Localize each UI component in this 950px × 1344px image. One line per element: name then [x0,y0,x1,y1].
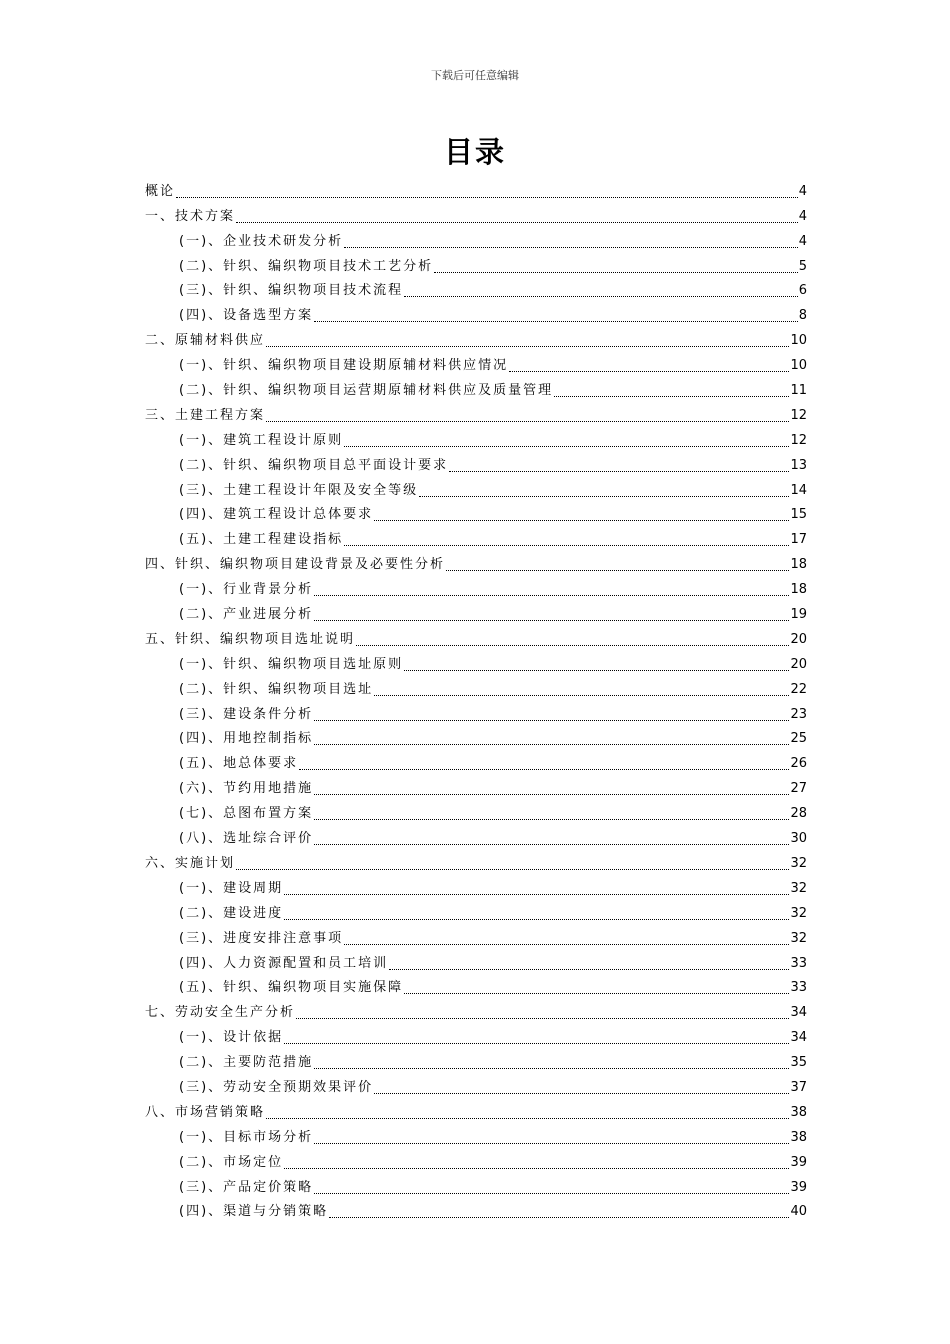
toc-leader-dots [266,345,789,347]
toc-leader-dots [344,544,789,546]
toc-entry-page[interactable]: 6 [798,283,807,299]
toc-entry-label[interactable]: (四)、渠道与分销策略 [179,1204,329,1220]
toc-entry[interactable] [145,1047,807,1072]
toc-entry[interactable] [145,201,807,226]
toc-entry[interactable] [145,1147,807,1172]
toc-entry-page[interactable]: 15 [790,507,807,523]
toc-entry-label[interactable]: (三)、进度安排注意事项 [179,930,344,946]
toc-entry-label[interactable]: (三)、土建工程设计年限及安全等级 [179,482,419,498]
toc-entry[interactable] [145,649,807,674]
toc-entry[interactable] [145,1172,807,1197]
toc-entry-label[interactable]: (一)、建设周期 [179,880,284,896]
toc-entry-label[interactable]: (五)、地总体要求 [179,756,299,772]
toc-entry-page[interactable]: 8 [798,308,807,324]
toc-entry-page[interactable]: 37 [790,1079,807,1095]
toc-entry-label[interactable]: (四)、用地控制指标 [179,731,314,747]
toc-entry-page[interactable]: 38 [790,1104,807,1120]
toc-leader-dots [314,594,789,596]
toc-entry[interactable] [145,574,807,599]
toc-entry-page[interactable]: 4 [798,208,807,224]
toc-entry-label[interactable]: (一)、针织、编织物项目选址原则 [179,656,404,672]
toc-entry-page[interactable]: 39 [790,1154,807,1170]
toc-entry[interactable] [145,226,807,251]
toc-leader-dots [314,1142,789,1144]
toc-leader-dots [389,968,789,970]
toc-leader-dots [284,1167,789,1169]
toc-leader-dots [419,495,789,497]
toc-entry-label[interactable]: (四)、设备选型方案 [179,308,314,324]
page-title: 目录 [443,135,506,169]
toc-entry[interactable] [145,325,807,350]
toc-entry-label[interactable]: (五)、土建工程建设指标 [179,532,344,548]
toc-entry-page[interactable]: 19 [790,607,807,623]
toc-entry[interactable] [145,350,807,375]
toc-entry-label[interactable]: (三)、产品定价策略 [179,1179,314,1195]
toc-leader-dots [314,743,789,745]
toc-entry[interactable] [145,973,807,998]
toc-entry-label[interactable]: 六、实施计划 [145,855,236,871]
toc-entry[interactable] [145,1097,807,1122]
toc-entry-label[interactable]: 四、针织、编织物项目建设背景及必要性分析 [145,557,446,573]
toc-entry[interactable] [145,724,807,749]
toc-entry-label[interactable]: 二、原辅材料供应 [145,333,266,349]
toc-entry-label[interactable]: (二)、主要防范措施 [179,1055,314,1071]
toc-leader-dots [314,1192,789,1194]
toc-leader-dots [446,569,789,571]
toc-entry-label[interactable]: (二)、产业进展分析 [179,607,314,623]
toc-entry-page[interactable]: 23 [790,706,807,722]
toc-entry[interactable] [145,1197,807,1222]
toc-leader-dots [266,420,789,422]
toc-entry[interactable] [145,1022,807,1047]
toc-entry-label[interactable]: (二)、针织、编织物项目运营期原辅材料供应及质量管理 [179,383,554,399]
toc-entry-label[interactable]: (四)、建筑工程设计总体要求 [179,507,374,523]
toc-leader-dots [404,669,789,671]
toc-entry[interactable] [145,400,807,425]
toc-leader-dots [236,868,789,870]
toc-entry[interactable] [145,1122,807,1147]
toc-entry-page[interactable]: 5 [798,258,807,274]
toc-leader-dots [266,1117,789,1119]
toc-entry[interactable] [145,748,807,773]
toc-entry-label[interactable]: (一)、行业背景分析 [179,582,314,598]
toc-entry-label[interactable]: (一)、企业技术研发分析 [179,233,344,249]
toc-entry[interactable] [145,425,807,450]
toc-entry[interactable] [145,251,807,276]
toc-entry-page[interactable]: 25 [790,731,807,747]
toc-leader-dots [314,619,789,621]
table-of-contents [145,176,807,1221]
toc-entry[interactable] [145,699,807,724]
toc-entry-label[interactable]: 七、劳动安全生产分析 [145,1005,296,1021]
toc-leader-dots [314,320,798,322]
toc-entry-page[interactable]: 20 [790,656,807,672]
toc-entry-page[interactable]: 10 [790,358,807,374]
toc-entry-page[interactable]: 28 [790,806,807,822]
toc-entry-label[interactable]: 五、针织、编织物项目选址说明 [145,631,356,647]
toc-entry[interactable] [145,599,807,624]
toc-entry-page[interactable]: 32 [790,905,807,921]
toc-entry-page[interactable]: 34 [790,1005,807,1021]
toc-entry[interactable] [145,997,807,1022]
toc-leader-dots [509,370,789,372]
toc-leader-dots [329,1216,789,1218]
toc-entry-label[interactable]: (一)、针织、编织物项目建设期原辅材料供应情况 [179,358,509,374]
toc-entry-page[interactable]: 11 [790,383,807,399]
toc-entry-page[interactable]: 18 [790,557,807,573]
toc-entry[interactable] [145,798,807,823]
toc-entry[interactable] [145,1072,807,1097]
toc-entry[interactable] [145,674,807,699]
toc-entry-page[interactable]: 12 [790,407,807,423]
toc-leader-dots [284,918,789,920]
toc-entry-page[interactable]: 39 [790,1179,807,1195]
toc-leader-dots [314,719,789,721]
toc-entry-page[interactable]: 4 [798,183,807,199]
toc-entry-label[interactable]: 三、土建工程方案 [145,407,266,423]
toc-entry-page[interactable]: 32 [790,880,807,896]
toc-leader-dots [296,1017,789,1019]
toc-entry[interactable] [145,898,807,923]
toc-entry-page[interactable]: 4 [798,233,807,249]
toc-entry-label[interactable]: (五)、针织、编织物项目实施保障 [179,980,404,996]
toc-entry-label[interactable]: (三)、劳动安全预期效果评价 [179,1079,374,1095]
toc-leader-dots [344,246,798,248]
toc-entry[interactable] [145,500,807,525]
toc-entry[interactable] [145,475,807,500]
toc-leader-dots [314,1067,789,1069]
toc-entry-page[interactable]: 22 [790,681,807,697]
toc-entry[interactable] [145,873,807,898]
toc-entry-label[interactable]: 八、市场营销策略 [145,1104,266,1120]
toc-leader-dots [344,943,789,945]
toc-entry[interactable] [145,176,807,201]
toc-entry-label[interactable]: (七)、总图布置方案 [179,806,314,822]
toc-entry[interactable] [145,823,807,848]
toc-entry[interactable] [145,450,807,475]
toc-entry-label[interactable]: 一、技术方案 [145,208,236,224]
toc-leader-dots [374,1092,789,1094]
toc-entry-label[interactable]: (四)、人力资源配置和员工培训 [179,955,389,971]
toc-entry-page[interactable]: 14 [790,482,807,498]
toc-entry-label[interactable]: (二)、针织、编织物项目总平面设计要求 [179,457,449,473]
toc-entry-page[interactable]: 34 [790,1030,807,1046]
toc-leader-dots [449,470,789,472]
toc-entry-label[interactable]: (二)、建设进度 [179,905,284,921]
toc-entry-page[interactable]: 33 [790,955,807,971]
toc-leader-dots [284,893,789,895]
toc-leader-dots [314,818,789,820]
toc-entry[interactable] [145,300,807,325]
toc-entry[interactable] [145,773,807,798]
toc-entry-page[interactable]: 26 [790,756,807,772]
toc-leader-dots [374,519,789,521]
header-note: 下载后可任意编辑 [431,69,519,82]
toc-leader-dots [284,1042,789,1044]
toc-entry-page[interactable]: 38 [790,1129,807,1145]
toc-entry-page[interactable]: 20 [790,631,807,647]
toc-entry-label[interactable]: (六)、节约用地措施 [179,781,314,797]
toc-leader-dots [554,395,789,397]
toc-entry-page[interactable]: 17 [790,532,807,548]
toc-entry-page[interactable]: 27 [790,781,807,797]
toc-leader-dots [176,196,798,198]
toc-entry[interactable] [145,923,807,948]
toc-entry-label[interactable]: (八)、选址综合评价 [179,831,314,847]
toc-entry[interactable] [145,948,807,973]
toc-entry-label[interactable]: (二)、市场定位 [179,1154,284,1170]
toc-leader-dots [374,694,789,696]
toc-entry-page[interactable]: 30 [790,831,807,847]
toc-entry-label[interactable]: (二)、针织、编织物项目选址 [179,681,374,697]
toc-entry-page[interactable]: 40 [790,1204,807,1220]
toc-entry-page[interactable]: 18 [790,582,807,598]
toc-entry-label[interactable]: (三)、针织、编织物项目技术流程 [179,283,404,299]
toc-leader-dots [404,992,789,994]
toc-entry-page[interactable]: 35 [790,1055,807,1071]
toc-entry[interactable] [145,375,807,400]
toc-leader-dots [356,644,789,646]
toc-entry-label[interactable]: (一)、设计依据 [179,1030,284,1046]
toc-entry-label[interactable]: (一)、建筑工程设计原则 [179,432,344,448]
toc-entry-page[interactable]: 32 [790,855,807,871]
toc-entry-page[interactable]: 13 [790,457,807,473]
toc-entry-label[interactable]: (三)、建设条件分析 [179,706,314,722]
toc-entry[interactable] [145,549,807,574]
toc-leader-dots [299,768,789,770]
toc-entry[interactable] [145,276,807,301]
toc-leader-dots [344,445,789,447]
toc-entry[interactable] [145,524,807,549]
toc-leader-dots [404,295,798,297]
toc-entry-page[interactable]: 12 [790,432,807,448]
toc-entry-label[interactable]: (二)、针织、编织物项目技术工艺分析 [179,258,434,274]
toc-entry-page[interactable]: 32 [790,930,807,946]
toc-entry[interactable] [145,848,807,873]
toc-entry-page[interactable]: 33 [790,980,807,996]
toc-entry-page[interactable]: 10 [790,333,807,349]
toc-entry-label[interactable]: (一)、目标市场分析 [179,1129,314,1145]
toc-leader-dots [314,843,789,845]
toc-entry-label[interactable]: 概论 [145,183,176,199]
toc-entry[interactable] [145,624,807,649]
toc-leader-dots [314,793,789,795]
toc-leader-dots [236,221,798,223]
toc-leader-dots [434,271,798,273]
